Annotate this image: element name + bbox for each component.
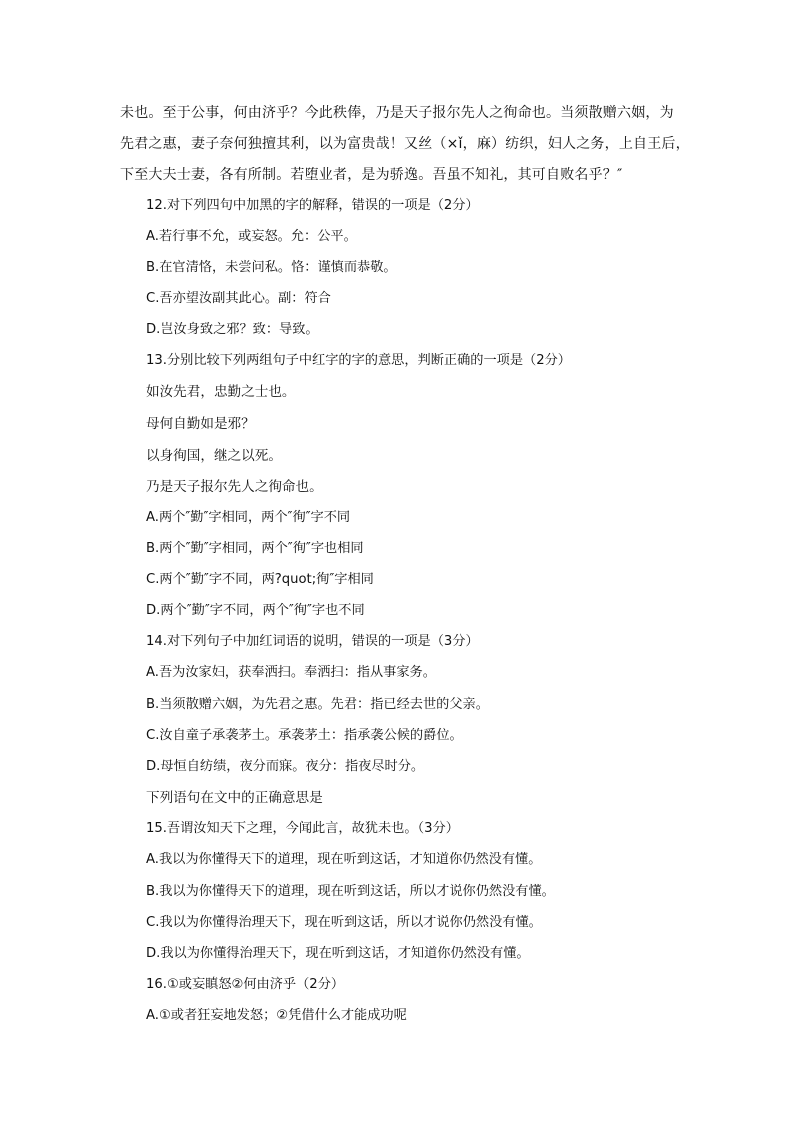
q15-option-a: A.我以为你懂得天下的道理，现在听到这话，才知道你仍然没有懂。 [146, 852, 542, 867]
q12-option-b: B.在官清恪，未尝问私。恪：谨慎而恭敬。 [146, 260, 397, 275]
q15-option-d: D.我以为你懂得治理天下，现在听到这话，才知道你仍然没有懂。 [146, 946, 530, 961]
section-heading: 下列语句在文中的正确意思是 [146, 790, 323, 806]
q13-sentence-1: 如汝先君，忠勤之士也。 [146, 384, 296, 400]
q14-option-c: C.汝自童子承袭茅土。承袭茅土：指承袭公候的爵位。 [146, 728, 463, 743]
q13-option-a: A.两个″勤″字相同，两个″徇″字不同 [146, 510, 351, 525]
question-13: 13.分别比较下列两组句子中红字的字的意思，判断正确的一项是（2分） [146, 353, 571, 368]
q13-option-d: D.两个″勤″字不同，两个″徇″字也不同 [146, 603, 365, 618]
question-15: 15.吾谓汝知天下之理，今闻此言，故犹未也。（3分） [146, 821, 459, 836]
q14-option-d: D.母恒自纺绩，夜分而寐。夜分：指夜尽时分。 [146, 759, 425, 774]
question-16: 16.①或妄瞋怒②何由济乎（2分） [146, 977, 345, 992]
q14-option-a: A.吾为汝家妇，获奉洒扫。奉洒扫：指从事家务。 [146, 665, 436, 680]
q13-option-c: C.两个″勤″字不同，两?quot;徇″字相同 [146, 572, 374, 587]
q15-option-b: B.我以为你懂得天下的道理，现在听到这话，所以才说你仍然没有懂。 [146, 884, 555, 899]
question-14: 14.对下列句子中加红词语的说明，错误的一项是（3分） [146, 634, 479, 649]
q13-option-b: B.两个″勤″字相同，两个″徇″字也相同 [146, 541, 364, 556]
q14-option-b: B.当须散赠六姻，为先君之惠。先君：指已经去世的父亲。 [146, 697, 489, 712]
passage-line-2: 先君之惠，妻子奈何独擅其利，以为富贵哉！又丝（×ǐ，麻）纺织，妇人之务，上自王后， [120, 136, 690, 152]
q12-option-d: D.岂汝身致之邪？致：导致。 [146, 322, 319, 337]
passage-line-3: 下至大夫士妻，各有所制。若堕业者，是为骄逸。吾虽不知礼，其可自败名乎？″ [120, 167, 623, 183]
question-12: 12.对下列四句中加黑的字的解释，错误的一项是（2分） [146, 198, 479, 213]
q12-option-c: C.吾亦望汝副其此心。副：符合 [146, 291, 331, 306]
q13-sentence-2: 母何自勤如是邪？ [146, 416, 255, 432]
q13-sentence-3: 以身徇国，继之以死。 [146, 448, 282, 464]
q13-sentence-4: 乃是天子报尔先人之徇命也。 [146, 479, 323, 495]
q12-option-a: A.若行事不允，或妄怒。允：公平。 [146, 229, 357, 244]
q16-option-a: A.①或者狂妄地发怒；②凭借什么才能成功呢 [146, 1008, 407, 1023]
q15-option-c: C.我以为你懂得治理天下，现在听到这话，所以才说你仍然没有懂。 [146, 915, 542, 930]
passage-line-1: 未也。至于公事，何由济乎？今此秩俸，乃是天子报尔先人之徇命也。当须散赠六姻，为 [120, 105, 674, 121]
